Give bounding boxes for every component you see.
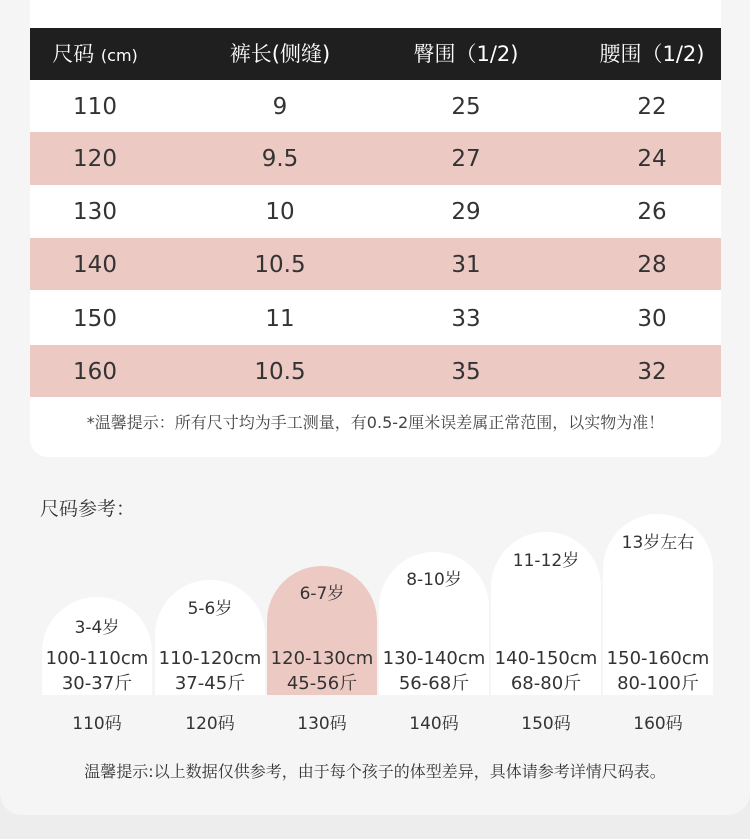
height-range: 100-110cm [45, 648, 149, 669]
cell-waist: 30 [637, 306, 667, 332]
cell-hip: 35 [451, 359, 481, 385]
size-col-150 [491, 0, 601, 700]
cell-waist: 26 [637, 199, 667, 225]
size-col-120 [155, 0, 265, 700]
weight-range: 68-80斤 [510, 673, 582, 694]
cell-length: 11 [265, 306, 295, 332]
size-code: 150码 [521, 714, 571, 734]
age-label: 3-4岁 [74, 618, 120, 638]
height-range: 130-140cm [382, 648, 486, 669]
header-waist: 腰围（1/2) [599, 42, 705, 66]
size-code: 160码 [633, 714, 683, 734]
cell-waist: 24 [637, 146, 667, 172]
age-label: 6-7岁 [299, 584, 345, 604]
size-col-130 [267, 0, 377, 700]
weight-range: 30-37斤 [61, 673, 133, 694]
cell-waist: 32 [637, 359, 667, 385]
cell-hip: 25 [451, 94, 481, 120]
size-reference-title: 尺码参考： [40, 498, 136, 520]
header-hip: 臀围（1/2) [413, 42, 519, 66]
weight-range: 37-45斤 [174, 673, 246, 694]
age-label: 8-10岁 [406, 570, 462, 590]
cell-length: 9.5 [261, 146, 299, 172]
header-size-unit: (cm) [100, 46, 138, 65]
header-length: 裤长(侧缝) [229, 42, 331, 66]
cell-hip: 27 [451, 146, 481, 172]
size-col-110 [42, 0, 152, 700]
cell-length: 10 [265, 199, 295, 225]
cell-waist: 22 [637, 94, 667, 120]
age-label: 11-12岁 [512, 551, 580, 571]
cell-size: 140 [73, 252, 117, 278]
cell-length: 9 [272, 94, 288, 120]
header-size-label: 尺码 [52, 42, 95, 66]
size-col-160 [603, 0, 713, 700]
age-label: 13岁左右 [621, 533, 695, 553]
size-code: 110码 [72, 714, 122, 734]
cell-size: 110 [73, 94, 117, 120]
size-code: 140码 [409, 714, 459, 734]
size-code: 120码 [185, 714, 235, 734]
cell-size: 150 [73, 306, 117, 332]
cell-size: 160 [73, 359, 117, 385]
cell-hip: 33 [451, 306, 481, 332]
cell-length: 10.5 [254, 359, 306, 385]
cell-length: 10.5 [254, 252, 306, 278]
cell-hip: 29 [451, 199, 481, 225]
reference-footnote: 温馨提示:以上数据仅供参考，由于每个孩子的体型差异，具体请参考详情尺码表。 [84, 762, 666, 781]
height-range: 150-160cm [606, 648, 710, 669]
cell-hip: 31 [451, 252, 481, 278]
measurement-note: *温馨提示：所有尺寸均为手工测量，有0.5-2厘米误差属正常范围，以实物为准！ [86, 413, 665, 432]
size-col-140 [379, 0, 489, 700]
size-code: 130码 [297, 714, 347, 734]
cell-size: 130 [73, 199, 117, 225]
cell-waist: 28 [637, 252, 667, 278]
height-range: 110-120cm [158, 648, 262, 669]
height-range: 120-130cm [270, 648, 374, 669]
weight-range: 45-56斤 [286, 673, 358, 694]
cell-size: 120 [73, 146, 117, 172]
height-range: 140-150cm [494, 648, 598, 669]
weight-range: 56-68斤 [398, 673, 470, 694]
age-label: 5-6岁 [187, 599, 233, 619]
weight-range: 80-100斤 [617, 673, 699, 694]
